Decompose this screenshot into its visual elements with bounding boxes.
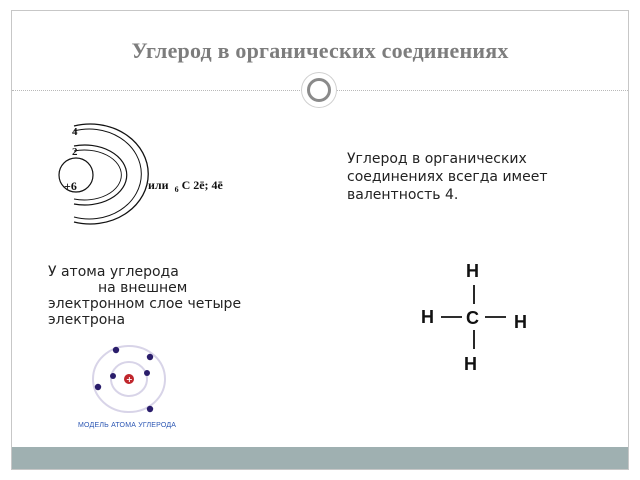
slide-title: Углерод в органических соединениях [131,38,509,63]
methane-structural-formula [408,258,548,378]
electron-4 [147,406,153,412]
hydrogen-bottom: H [464,354,477,374]
electron-1 [113,347,119,353]
hydrogen-top: H [466,261,479,281]
carbon-atom-model [86,340,182,420]
inner-shell-arc-2 [74,150,121,200]
electron-6 [144,370,150,376]
title-ring-ornament [302,73,336,107]
outer-shell-arc [74,124,148,224]
outer-shell-description: У атома углерода на внешнем электронном слое четыре электрона [48,264,242,328]
shell-outer-count: 4 [72,126,78,138]
valence-statement: Углерод в органических соединениях всегда имеет валентность 4. [347,151,548,203]
inner-shell-arc [74,145,127,205]
electron-2 [147,354,153,360]
carbon-center: C [466,308,479,328]
electron-3 [95,384,101,390]
shell-formula: или $_6$ C 2ē; 4ē [148,178,223,194]
hydrogen-right: H [514,312,527,332]
atom-model-caption: МОДЕЛЬ АТОМА УГЛЕРОДА [78,422,177,429]
svg-text:+: + [126,375,133,384]
shell-inner-count: 2 [72,146,78,158]
electron-5 [110,373,116,379]
electron-shell-diagram [50,118,250,228]
nucleus-charge: +6 [64,179,77,193]
bottom-bar [12,447,628,469]
hydrogen-left: H [421,307,434,327]
